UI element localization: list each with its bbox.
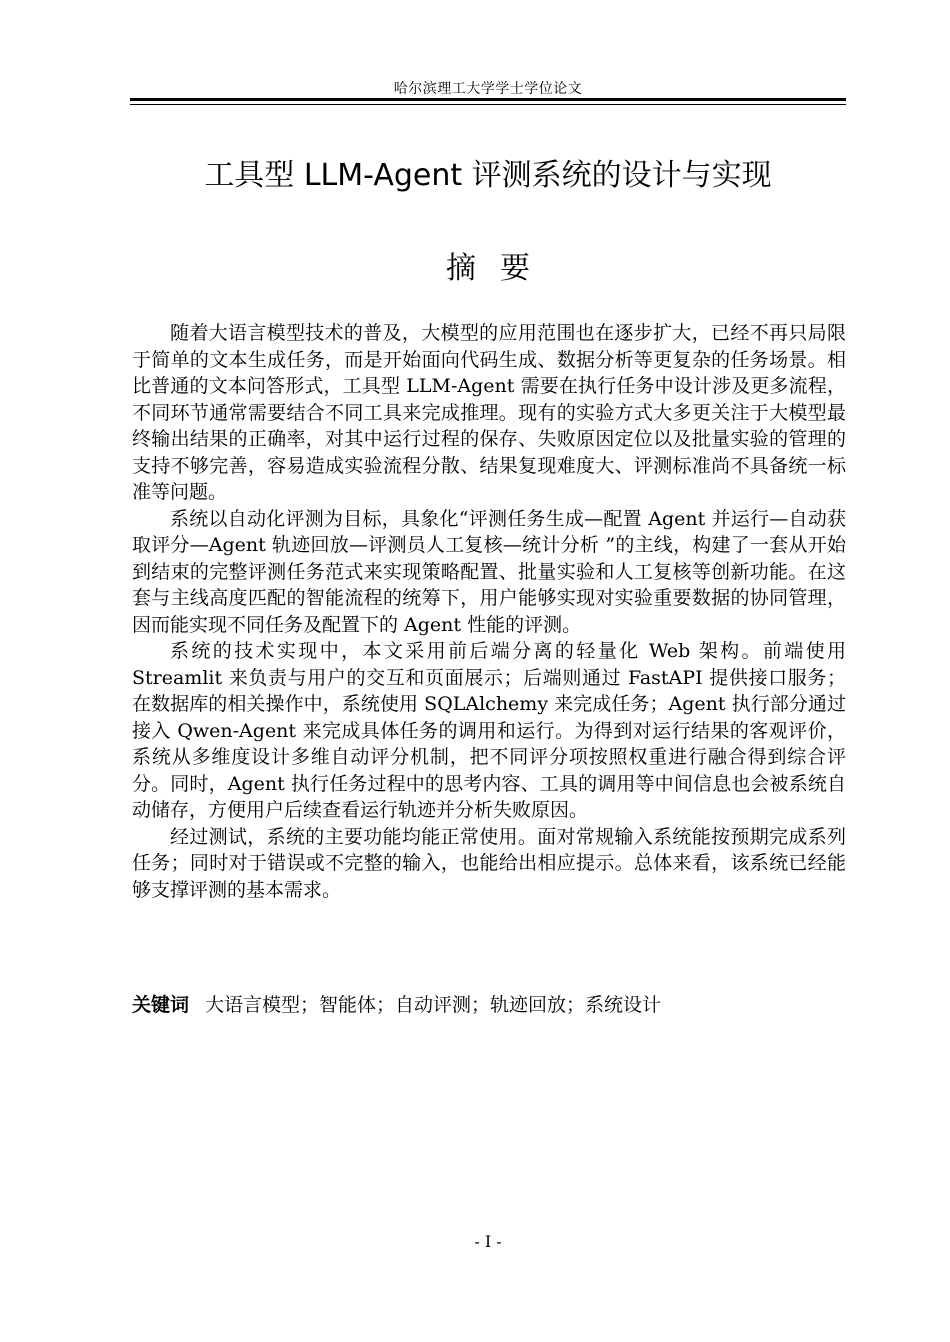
keywords-text: 大语言模型；智能体；自动评测；轨迹回放；系统设计 bbox=[205, 994, 662, 1016]
abstract-paragraph-4: 经过测试，系统的主要功能均能正常使用。面对常规输入系统能按预期完成系列任务；同时对于错误或不完整的输入，也能给出相应提示。总体来看，该系统已经能够支撑评测的基本需求。 bbox=[132, 825, 846, 901]
abstract-paragraph-2: 系统以自动化评测为目标，具象化“评测任务生成—配置 Agent 并运行—自动获取评分—Agent 轨迹回放—评测员人工复核—统计分析 ”的主线，构建了一套从开始到结束的完整评测任务范式来实现策略配置、批量实验和人工复核等创新功能。在这套与主线高度匹配的智能流程的统筹下，用户能够实现对实验重要数据的协同管理，因而能实现不同任务及配置下的 Agent 性能的评测。 bbox=[132, 507, 846, 636]
abstract-paragraph-3: 系统的技术实现中，本文采用前后端分离的轻量化 Web 架构。前端使用 Streamlit 来负责与用户的交互和页面展示；后端则通过 FastAPI 提供接口服务；在数据库的相关操作中，系统使用 SQLAlchemy 来完成任务；Agent 执行部分通过接入 Qwen-Agent 来完成具体任务的调用和运行。为得到对运行结果的客观评价，系统从多维度设计多维自动评分机制，把不同评分项按照权重进行融合得到综合评分。同时，Agent 执行任务过程中的思考内容、工具的调用等中间信息也会被系统自动储存，方便用户后续查看运行轨迹并分析失败原因。 bbox=[132, 640, 846, 821]
keywords-label: 关键词 bbox=[132, 994, 190, 1016]
keywords-line bbox=[132, 992, 846, 1018]
header-rule-thin bbox=[130, 104, 846, 105]
abstract-heading: 摘要 bbox=[446, 251, 554, 286]
running-header: 哈尔滨理工大学学士学位论文 bbox=[393, 81, 583, 97]
abstract-paragraph-1: 随着大语言模型技术的普及，大模型的应用范围也在逐步扩大，已经不再只局限于简单的文本生成任务，而是开始面向代码生成、数据分析等更复杂的任务场景。相比普通的文本问答形式，工具型 LLM-Agent 需要在执行任务中设计涉及更多流程，不同环节通常需要结合不同工具来完成推理。现有的实验方式大多更关注于大模型最终输出结果的正确率，对其中运行过程的保存、失败原因定位以及批量实验的管理的支持不够完善，容易造成实验流程分散、结果复现难度大、评测标准尚不具备统一标准等问题。 bbox=[132, 322, 846, 503]
page-number: - I - bbox=[474, 1232, 502, 1251]
header-rule-thick bbox=[130, 98, 846, 101]
thesis-title: 工具型 LLM-Agent 评测系统的设计与实现 bbox=[204, 158, 772, 193]
abstract-body bbox=[132, 320, 846, 903]
